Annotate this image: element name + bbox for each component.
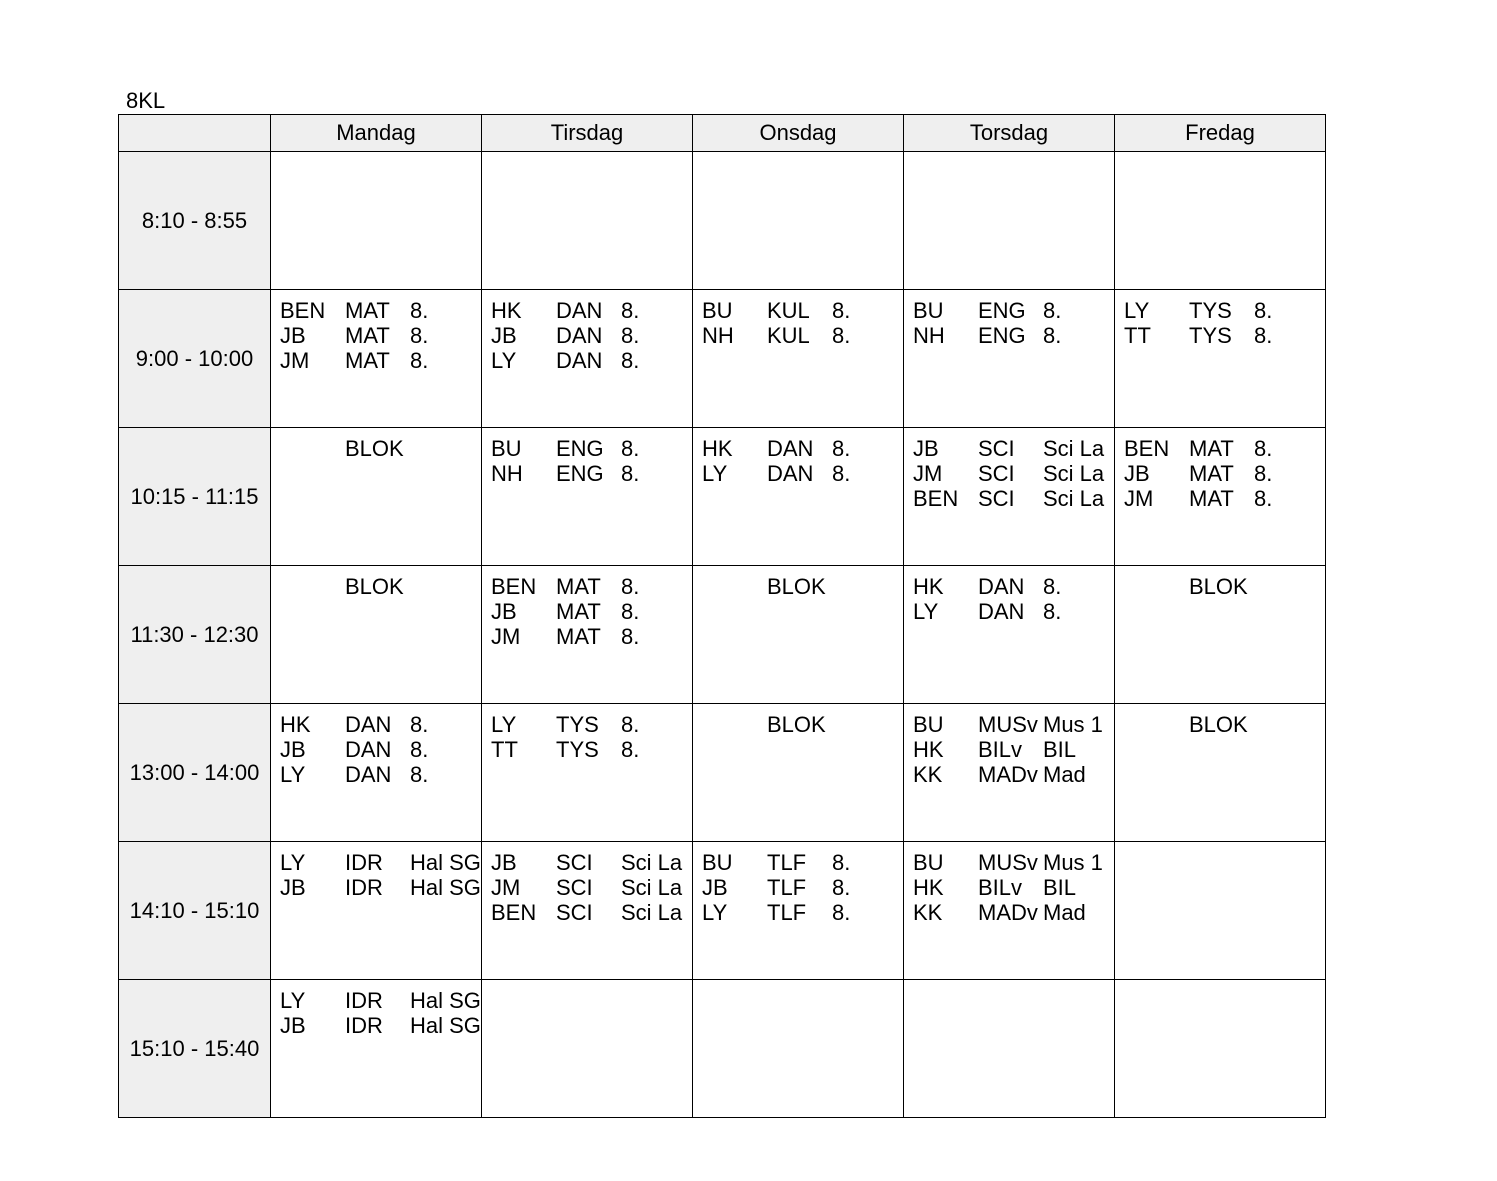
day-header-fredag: Fredag	[1115, 115, 1326, 152]
lesson-line	[693, 298, 903, 323]
lesson-room: 8.	[1254, 323, 1273, 348]
lesson-line	[482, 348, 692, 373]
corner-cell	[119, 115, 271, 152]
lesson-cell-tirsdag	[482, 152, 693, 290]
lesson-subject: MAT	[345, 323, 390, 348]
lesson-line	[904, 737, 1114, 762]
lesson-list	[904, 566, 1114, 624]
lesson-cell-torsdag	[904, 704, 1115, 842]
lesson-line	[693, 323, 903, 348]
lesson-subject: BILv	[978, 737, 1023, 762]
period-time: 10:15 - 11:15	[119, 428, 271, 566]
lesson-teacher: JB	[280, 1013, 306, 1038]
lesson-room: 8.	[621, 624, 640, 649]
lesson-list	[482, 566, 692, 649]
lesson-subject: TLF	[767, 900, 807, 925]
lesson-subject: MUSv	[978, 712, 1038, 737]
lesson-subject: DAN	[556, 298, 603, 323]
lesson-cell-mandag	[271, 290, 482, 428]
lesson-subject: MUSv	[978, 850, 1038, 875]
lesson-line	[693, 436, 903, 461]
lesson-teacher: HK	[913, 574, 944, 599]
lesson-line	[482, 574, 692, 599]
lesson-teacher: BU	[702, 850, 733, 875]
lesson-list	[482, 842, 692, 925]
lesson-line	[693, 850, 903, 875]
lesson-teacher: JB	[280, 875, 306, 900]
lesson-list	[271, 842, 481, 900]
lesson-teacher: HK	[491, 298, 522, 323]
lesson-line	[271, 323, 481, 348]
lesson-subject: DAN	[345, 762, 392, 787]
lesson-room: 8.	[410, 323, 429, 348]
lesson-subject: TYS	[556, 712, 599, 737]
lesson-line	[693, 875, 903, 900]
lesson-teacher: BU	[913, 298, 944, 323]
lesson-teacher: BEN	[491, 574, 537, 599]
lesson-cell-fredag	[1115, 428, 1326, 566]
lesson-line	[904, 850, 1114, 875]
lesson-subject: DAN	[556, 323, 603, 348]
lesson-subject: DAN	[767, 436, 814, 461]
lesson-subject: ENG	[556, 436, 604, 461]
lesson-list	[271, 290, 481, 373]
period-time: 8:10 - 8:55	[119, 152, 271, 290]
lesson-line	[482, 900, 692, 925]
lesson-subject: IDR	[345, 988, 383, 1013]
lesson-line	[904, 599, 1114, 624]
lesson-teacher: JB	[913, 436, 939, 461]
lesson-line	[482, 323, 692, 348]
lesson-teacher: JB	[702, 875, 728, 900]
lesson-cell-onsdag	[693, 842, 904, 980]
lesson-line	[1115, 436, 1325, 461]
period-time: 13:00 - 14:00	[119, 704, 271, 842]
lesson-teacher: JB	[280, 737, 306, 762]
lesson-line	[482, 712, 692, 737]
lesson-teacher: JB	[491, 323, 517, 348]
lesson-room: 8.	[410, 348, 429, 373]
lesson-cell-tirsdag	[482, 566, 693, 704]
lesson-list	[904, 428, 1114, 511]
lesson-list	[1115, 428, 1325, 511]
lesson-teacher: JB	[280, 323, 306, 348]
lesson-subject: SCI	[556, 875, 593, 900]
lesson-subject: MAT	[556, 599, 601, 624]
lesson-room: 8.	[621, 323, 640, 348]
lesson-list	[482, 704, 692, 762]
lesson-subject: TYS	[1189, 323, 1232, 348]
lesson-room: Mus 1	[1043, 712, 1103, 737]
lesson-teacher: HK	[913, 875, 944, 900]
lesson-teacher: LY	[702, 461, 728, 486]
lesson-line	[1115, 486, 1325, 511]
lesson-list	[904, 704, 1114, 787]
lesson-teacher: BU	[702, 298, 733, 323]
lesson-room: 8.	[832, 850, 851, 875]
lesson-line	[904, 486, 1114, 511]
lesson-cell-fredag	[1115, 980, 1326, 1118]
lesson-line	[904, 900, 1114, 925]
lesson-cell-fredag	[1115, 842, 1326, 980]
lesson-room: Sci La	[1043, 436, 1105, 461]
lesson-line	[271, 348, 481, 373]
lesson-line	[904, 712, 1114, 737]
period-time: 14:10 - 15:10	[119, 842, 271, 980]
lesson-cell-onsdag	[693, 980, 904, 1118]
day-header-torsdag: Torsdag	[904, 115, 1115, 152]
lesson-teacher: LY	[491, 712, 517, 737]
lesson-subject: MADv	[978, 900, 1038, 925]
lesson-cell-fredag	[1115, 290, 1326, 428]
lesson-teacher: BEN	[913, 486, 959, 511]
lesson-line	[482, 461, 692, 486]
lesson-cell-onsdag	[693, 428, 904, 566]
lesson-subject: KUL	[767, 298, 810, 323]
lesson-room: Hal SG	[410, 875, 481, 900]
lesson-room: 8.	[832, 461, 851, 486]
lesson-list	[693, 290, 903, 348]
timetable	[118, 114, 1326, 1118]
lesson-room: 8.	[832, 323, 851, 348]
period-row	[119, 290, 1326, 428]
lesson-room: Sci La	[1043, 461, 1105, 486]
lesson-teacher: BU	[913, 850, 944, 875]
lesson-subject: KUL	[767, 323, 810, 348]
lesson-subject: DAN	[767, 461, 814, 486]
lesson-subject: TLF	[767, 850, 807, 875]
lesson-line	[904, 461, 1114, 486]
lesson-room: 8.	[1254, 486, 1273, 511]
lesson-subject: SCI	[978, 461, 1015, 486]
lesson-teacher: LY	[280, 850, 306, 875]
period-row	[119, 704, 1326, 842]
lesson-room: BIL	[1043, 737, 1077, 762]
lesson-cell-mandag	[271, 428, 482, 566]
lesson-list	[482, 290, 692, 373]
period-row	[119, 428, 1326, 566]
lesson-cell-tirsdag	[482, 290, 693, 428]
lesson-subject: ENG	[978, 323, 1026, 348]
period-row	[119, 842, 1326, 980]
period-row	[119, 152, 1326, 290]
lesson-line	[271, 712, 481, 737]
lesson-cell-tirsdag	[482, 980, 693, 1118]
lesson-list	[271, 704, 481, 787]
lesson-subject: IDR	[345, 875, 383, 900]
lesson-cell-torsdag	[904, 152, 1115, 290]
lesson-cell-fredag	[1115, 704, 1326, 842]
lesson-subject: MAT	[556, 624, 601, 649]
timetable-body	[119, 152, 1326, 1118]
lesson-room: 8.	[621, 574, 640, 599]
lesson-list	[271, 980, 481, 1038]
lesson-teacher: BEN	[280, 298, 326, 323]
blok-label: BLOK	[1189, 574, 1248, 599]
blok-label: BLOK	[767, 574, 826, 599]
lesson-subject: DAN	[978, 599, 1025, 624]
lesson-cell-torsdag	[904, 428, 1115, 566]
lesson-cell-mandag	[271, 842, 482, 980]
lesson-teacher: NH	[702, 323, 734, 348]
lesson-subject: TLF	[767, 875, 807, 900]
lesson-cell-torsdag	[904, 980, 1115, 1118]
lesson-line	[482, 737, 692, 762]
lesson-teacher: NH	[491, 461, 523, 486]
lesson-line	[271, 875, 481, 900]
lesson-room: 8.	[621, 461, 640, 486]
lesson-subject: MAT	[345, 348, 390, 373]
lesson-cell-torsdag	[904, 842, 1115, 980]
lesson-line	[904, 574, 1114, 599]
blok-label: BLOK	[1189, 712, 1248, 737]
period-row	[119, 566, 1326, 704]
lesson-teacher: JB	[491, 850, 517, 875]
lesson-room: Hal SG	[410, 850, 481, 875]
lesson-room: Sci La	[621, 850, 683, 875]
lesson-subject: IDR	[345, 850, 383, 875]
day-header-row	[119, 115, 1326, 152]
lesson-subject: SCI	[978, 436, 1015, 461]
lesson-line	[271, 1013, 481, 1038]
lesson-room: Sci La	[1043, 486, 1105, 511]
lesson-room: 8.	[1043, 298, 1062, 323]
lesson-room: Mad	[1043, 900, 1086, 925]
lesson-cell-torsdag	[904, 566, 1115, 704]
lesson-cell-onsdag	[693, 704, 904, 842]
lesson-line	[1115, 298, 1325, 323]
lesson-subject: MADv	[978, 762, 1038, 787]
lesson-line	[904, 762, 1114, 787]
lesson-list	[1115, 290, 1325, 348]
lesson-line	[482, 298, 692, 323]
lesson-cell-tirsdag	[482, 428, 693, 566]
lesson-room: 8.	[832, 900, 851, 925]
period-row	[119, 980, 1326, 1118]
day-header-onsdag: Onsdag	[693, 115, 904, 152]
day-header-mandag: Mandag	[271, 115, 482, 152]
lesson-room: Sci La	[621, 900, 683, 925]
lesson-list	[904, 290, 1114, 348]
lesson-line	[482, 624, 692, 649]
lesson-room: 8.	[1254, 436, 1273, 461]
lesson-teacher: JM	[491, 624, 521, 649]
lesson-list	[693, 428, 903, 486]
lesson-subject: BILv	[978, 875, 1023, 900]
lesson-line	[482, 850, 692, 875]
lesson-room: 8.	[1043, 323, 1062, 348]
lesson-teacher: JM	[1124, 486, 1154, 511]
lesson-teacher: JM	[280, 348, 310, 373]
lesson-room: 8.	[410, 737, 429, 762]
lesson-subject: ENG	[556, 461, 604, 486]
lesson-teacher: KK	[913, 762, 943, 787]
lesson-subject: IDR	[345, 1013, 383, 1038]
lesson-subject: SCI	[556, 900, 593, 925]
lesson-teacher: LY	[280, 762, 306, 787]
lesson-cell-tirsdag	[482, 842, 693, 980]
lesson-line	[904, 436, 1114, 461]
lesson-line	[271, 988, 481, 1013]
lesson-teacher: JM	[913, 461, 943, 486]
blok-label: BLOK	[767, 712, 826, 737]
lesson-room: 8.	[621, 348, 640, 373]
lesson-teacher: KK	[913, 900, 943, 925]
lesson-cell-mandag	[271, 980, 482, 1118]
lesson-teacher: HK	[702, 436, 733, 461]
lesson-room: 8.	[1254, 298, 1273, 323]
lesson-room: 8.	[621, 436, 640, 461]
lesson-cell-fredag	[1115, 152, 1326, 290]
lesson-teacher: HK	[280, 712, 311, 737]
lesson-list	[693, 842, 903, 925]
lesson-teacher: TT	[491, 737, 518, 762]
lesson-subject: DAN	[345, 737, 392, 762]
period-time: 15:10 - 15:40	[119, 980, 271, 1118]
lesson-teacher: TT	[1124, 323, 1151, 348]
lesson-line	[693, 461, 903, 486]
lesson-subject: MAT	[1189, 486, 1234, 511]
lesson-room: 8.	[621, 712, 640, 737]
lesson-subject: ENG	[978, 298, 1026, 323]
lesson-subject: TYS	[556, 737, 599, 762]
lesson-line	[482, 599, 692, 624]
lesson-room: 8.	[410, 298, 429, 323]
lesson-subject: MAT	[556, 574, 601, 599]
lesson-subject: MAT	[1189, 436, 1234, 461]
lesson-teacher: JM	[491, 875, 521, 900]
lesson-teacher: LY	[280, 988, 306, 1013]
lesson-line	[1115, 323, 1325, 348]
lesson-room: Mus 1	[1043, 850, 1103, 875]
lesson-subject: SCI	[556, 850, 593, 875]
lesson-teacher: LY	[913, 599, 939, 624]
day-header-tirsdag: Tirsdag	[482, 115, 693, 152]
lesson-cell-mandag	[271, 566, 482, 704]
lesson-line	[271, 762, 481, 787]
blok-label: BLOK	[345, 436, 404, 461]
lesson-teacher: LY	[491, 348, 517, 373]
lesson-line	[271, 298, 481, 323]
lesson-teacher: BU	[913, 712, 944, 737]
lesson-teacher: JB	[491, 599, 517, 624]
lesson-cell-tirsdag	[482, 704, 693, 842]
lesson-teacher: NH	[913, 323, 945, 348]
lesson-cell-onsdag	[693, 566, 904, 704]
lesson-cell-torsdag	[904, 290, 1115, 428]
blok-label: BLOK	[345, 574, 404, 599]
lesson-subject: MAT	[345, 298, 390, 323]
lesson-room: 8.	[832, 298, 851, 323]
lesson-subject: DAN	[556, 348, 603, 373]
lesson-list	[904, 842, 1114, 925]
lesson-line	[904, 298, 1114, 323]
lesson-room: 8.	[832, 875, 851, 900]
lesson-room: 8.	[621, 737, 640, 762]
lesson-teacher: LY	[1124, 298, 1150, 323]
lesson-subject: MAT	[1189, 461, 1234, 486]
lesson-line	[1115, 461, 1325, 486]
lesson-room: Sci La	[621, 875, 683, 900]
lesson-room: Mad	[1043, 762, 1086, 787]
lesson-line	[271, 850, 481, 875]
period-time: 11:30 - 12:30	[119, 566, 271, 704]
lesson-teacher: BU	[491, 436, 522, 461]
lesson-teacher: JB	[1124, 461, 1150, 486]
lesson-line	[271, 737, 481, 762]
period-time: 9:00 - 10:00	[119, 290, 271, 428]
lesson-teacher: BEN	[1124, 436, 1170, 461]
lesson-teacher: BEN	[491, 900, 537, 925]
lesson-line	[482, 436, 692, 461]
lesson-line	[904, 323, 1114, 348]
lesson-subject: DAN	[345, 712, 392, 737]
lesson-line	[693, 900, 903, 925]
lesson-line	[904, 875, 1114, 900]
lesson-room: 8.	[410, 712, 429, 737]
lesson-subject: SCI	[978, 486, 1015, 511]
lesson-room: 8.	[621, 298, 640, 323]
lesson-cell-onsdag	[693, 152, 904, 290]
lesson-room: BIL	[1043, 875, 1077, 900]
lesson-room: Hal SG	[410, 988, 481, 1013]
lesson-cell-mandag	[271, 704, 482, 842]
lesson-cell-onsdag	[693, 290, 904, 428]
lesson-room: 8.	[832, 436, 851, 461]
lesson-cell-fredag	[1115, 566, 1326, 704]
lesson-list	[482, 428, 692, 486]
lesson-room: 8.	[1043, 599, 1062, 624]
lesson-room: 8.	[410, 762, 429, 787]
lesson-line	[482, 875, 692, 900]
lesson-room: 8.	[1254, 461, 1273, 486]
lesson-room: 8.	[621, 599, 640, 624]
lesson-room: 8.	[1043, 574, 1062, 599]
lesson-teacher: LY	[702, 900, 728, 925]
lesson-subject: TYS	[1189, 298, 1232, 323]
lesson-cell-mandag	[271, 152, 482, 290]
class-title: 8KL	[126, 88, 166, 113]
lesson-subject: DAN	[978, 574, 1025, 599]
lesson-room: Hal SG	[410, 1013, 481, 1038]
lesson-teacher: HK	[913, 737, 944, 762]
